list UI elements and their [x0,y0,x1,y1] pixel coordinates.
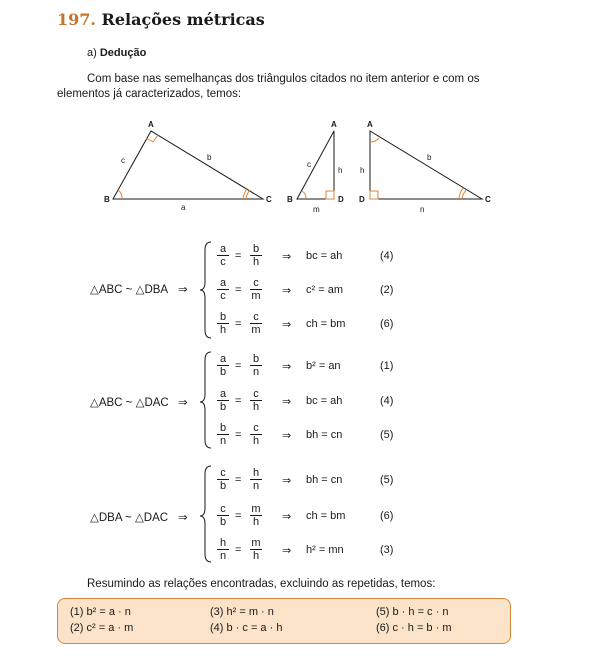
label-c1: c [121,156,125,165]
fraction: $\frac{c}{b}$ [217,503,229,528]
summary-relation: (2) c² = a · m [70,622,134,634]
label-A2: A [331,120,337,129]
triangle-dba [287,120,344,214]
fraction: $\frac{c}{h}$ [250,388,262,413]
equals-sign: = [235,360,242,372]
similarity-label: △DBA ~ △DAC [90,512,169,524]
relation-ref: (6) [380,318,394,330]
fraction: $\frac{a}{b}$ [217,388,229,413]
similarity-group-3 [0,464,600,564]
fraction: $\frac{c}{h}$ [250,422,262,447]
implies-arrow: ⇒ [282,251,292,263]
implies-arrow: ⇒ [282,319,292,331]
relation-ref: (1) [380,360,394,372]
relation-result: bh = cn [306,474,343,486]
equals-sign: = [235,544,242,556]
label-h3: h [360,166,365,175]
label-a1: a [181,203,186,212]
fraction: $\frac{h}{n}$ [250,467,262,492]
similarity-label: △ABC ~ △DBA [90,284,169,296]
relation-result: c² = am [306,284,343,296]
equals-sign: = [235,250,242,262]
fraction: $\frac{m}{h}$ [251,503,261,528]
label-A3: A [367,120,373,129]
implies-arrow: ⇒ [282,475,292,487]
relation-ref: (3) [380,544,394,556]
relation-result: bh = cn [306,429,343,441]
label-B1: B [104,195,110,204]
relation-result: ch = bm [306,318,346,330]
implies-arrow: ⇒ [282,511,292,523]
triangle-dac [359,120,491,214]
similarity-group-2 [0,350,600,450]
implies-arrow: ⇒ [178,512,188,524]
relation-result: bc = ah [306,250,343,262]
fraction: $\frac{b}{n}$ [217,422,229,447]
summary-box [57,598,511,644]
section-number: 197. [57,10,96,29]
fraction: $\frac{b}{h}$ [250,243,262,268]
fraction: $\frac{a}{b}$ [217,353,229,378]
relation-ref: (5) [380,474,394,486]
fraction: $\frac{h}{n}$ [217,537,229,562]
summary-relation: (6) c · h = b · m [376,622,452,634]
similarity-group-1 [0,240,600,340]
implies-arrow: ⇒ [178,397,188,409]
fraction: $\frac{a}{c}$ [217,243,229,268]
subsection-marker: a) [87,47,97,59]
relation-ref: (5) [380,429,394,441]
equals-sign: = [235,429,242,441]
relation-result: h² = mn [306,544,344,556]
label-h2: h [338,166,343,175]
label-C3: C [485,195,491,204]
relation-ref: (4) [380,250,394,262]
subsection-title-text: Dedução [99,47,147,59]
brace [199,350,213,450]
subsection-title [87,47,146,59]
summary-relation: (5) b · h = c · n [376,606,449,618]
intro-paragraph: Com base nas semelhanças dos triângulos citados no item anterior e com os elementos já caracterizados, temos: [57,73,480,100]
relation-ref: (6) [380,510,394,522]
fraction: $\frac{m}{h}$ [251,537,261,562]
equals-sign: = [235,510,242,522]
brace [199,464,213,564]
implies-arrow: ⇒ [178,284,188,296]
equals-sign: = [235,318,242,330]
label-m2: m [313,205,320,214]
relation-result: b² = an [306,360,341,372]
relation-result: ch = bm [306,510,346,522]
fraction: $\frac{c}{m}$ [251,311,261,336]
relation-ref: (4) [380,395,394,407]
section-title [57,10,265,29]
equals-sign: = [235,395,242,407]
triangle-abc [104,120,272,212]
implies-arrow: ⇒ [282,396,292,408]
label-D2: D [338,195,344,204]
summary-text: Resumindo as relações encontradas, excluindo as repetidas, temos: [87,578,436,590]
label-b1: b [207,153,212,162]
relation-ref: (2) [380,284,394,296]
fraction: $\frac{c}{b}$ [217,467,229,492]
implies-arrow: ⇒ [282,361,292,373]
brace [199,240,213,340]
fraction: $\frac{b}{h}$ [217,311,229,336]
similarity-label: △ABC ~ △DAC [90,397,169,409]
implies-arrow: ⇒ [282,285,292,297]
triangles-figure [0,115,600,215]
relation-result: bc = ah [306,395,343,407]
section-title-text: Relações métricas [101,10,265,29]
summary-relation: (1) b² = a · n [70,606,131,618]
label-c2: c [307,160,311,169]
label-D3: D [359,195,365,204]
implies-arrow: ⇒ [282,545,292,557]
equals-sign: = [235,474,242,486]
label-b3: b [427,153,432,162]
summary-relation: (3) h² = m · n [210,606,274,618]
implies-arrow: ⇒ [282,430,292,442]
fraction: $\frac{c}{m}$ [251,277,261,302]
label-C1: C [266,195,272,204]
fraction: $\frac{a}{c}$ [217,277,229,302]
summary-relation: (4) b · c = a · h [210,622,283,634]
label-n3: n [420,205,425,214]
fraction: $\frac{b}{n}$ [250,353,262,378]
label-A1: A [148,120,154,129]
label-B2: B [287,195,293,204]
equals-sign: = [235,284,242,296]
